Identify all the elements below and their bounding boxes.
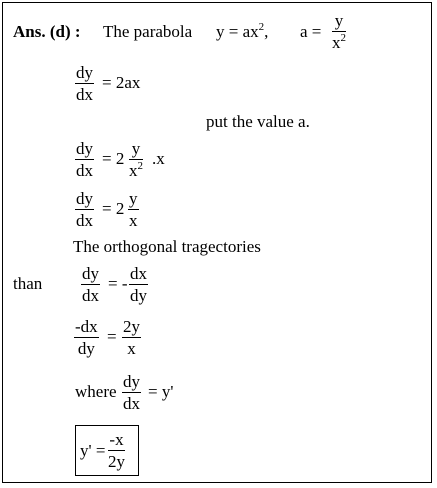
dx-dy-fraction: $\frac{dx}{dy}$: [130, 264, 147, 305]
dy-dx-fraction: $\frac{dy}{dx}$: [76, 189, 93, 230]
dy-dx-fraction: $\frac{dy}{dx}$: [76, 139, 93, 180]
step4-eq: = -: [108, 274, 128, 293]
dy-dx-fraction: $\frac{dy}{dx}$: [76, 63, 93, 104]
substitution-note: put the value a.: [206, 112, 310, 131]
orthogonal-heading: The orthogonal tragectories: [73, 237, 261, 256]
neg-dx-dy-fraction: $\frac{-dx}{dy}$: [75, 317, 98, 358]
where-label: where: [75, 382, 117, 401]
answer-label: Ans. (d) :: [13, 22, 81, 41]
step2-tail: .x: [152, 149, 165, 168]
dy-dx-fraction: $\frac{dy}{dx}$: [123, 372, 140, 413]
intro-text: The parabola: [103, 22, 193, 41]
2y-over-x-fraction: $\frac{2y}{x}$: [123, 317, 140, 358]
parabola-equation: $y = ax^2$,: [216, 21, 269, 41]
step1-rhs: = 2ax: [102, 73, 141, 92]
dy-dx-fraction: $\frac{dy}{dx}$: [82, 264, 99, 305]
than-label: than: [13, 274, 43, 293]
y-over-x2-fraction: $\frac{y}{x^2}$: [129, 139, 143, 180]
y-over-x-fraction: $\frac{y}{x}$: [129, 189, 138, 230]
a-fraction: $\frac{y}{x^2}$: [332, 11, 346, 52]
final-lhs: y' =: [80, 441, 106, 460]
neg-x-over-2y-fraction: $\frac{-x}{2y}$: [108, 430, 125, 471]
a-equals: a =: [300, 22, 322, 41]
step2-eq: = 2: [102, 149, 125, 168]
step5-eq: =: [107, 327, 117, 346]
step3-eq: = 2: [102, 199, 125, 218]
where-rhs: = y': [148, 382, 174, 401]
